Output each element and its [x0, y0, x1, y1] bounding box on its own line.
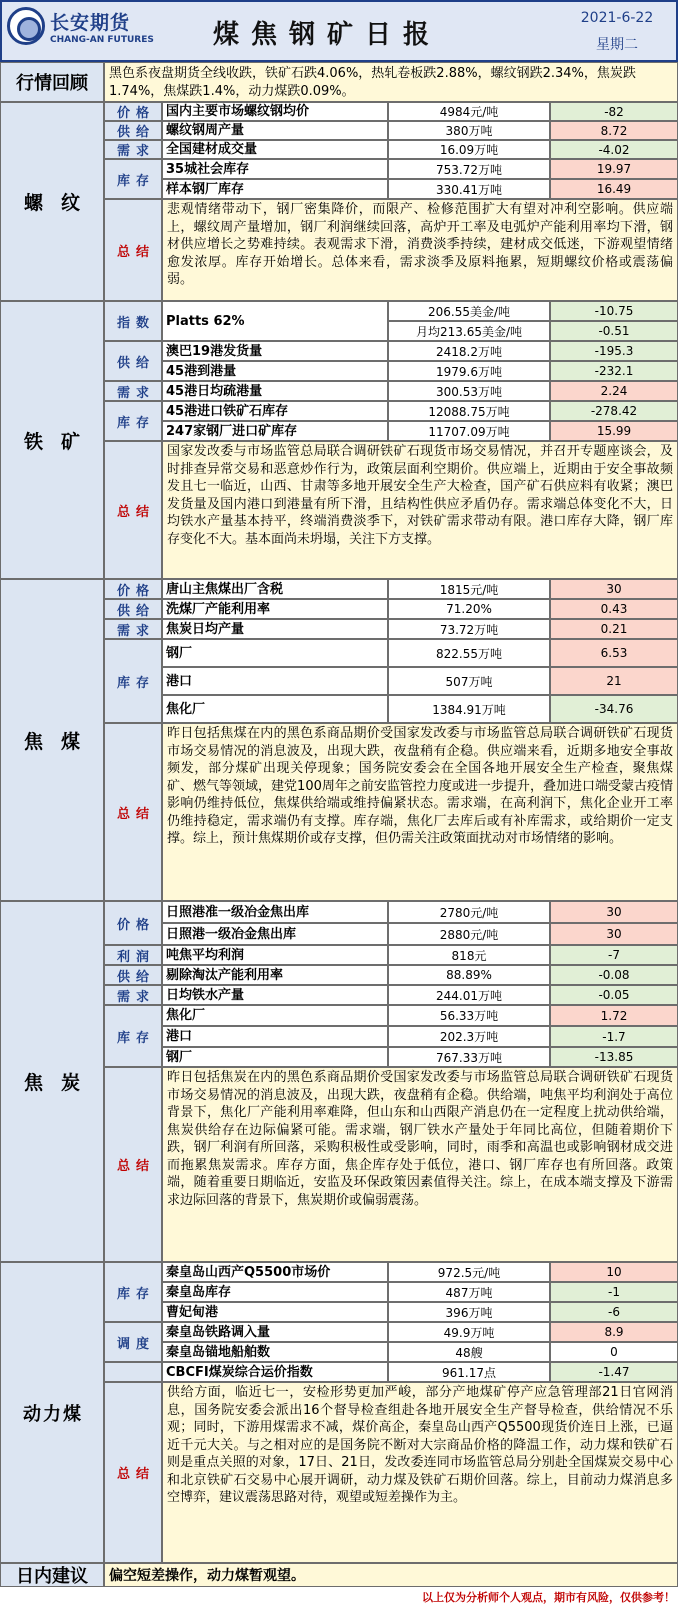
- coking-coal-row-change: 21: [550, 667, 678, 695]
- coke-row-item: 日均铁水产量: [162, 985, 388, 1005]
- rebar-row-change: 8.72: [550, 121, 678, 140]
- coking-coal-row-item: 洗煤厂产能利用率: [162, 599, 388, 619]
- coking-coal-summary-text: 昨日包括焦煤在内的黑色系商品期价受国家发改委与市场监管总局联合调研铁矿石现货市场交易情况的消息波及，出现大跌，夜盘稍有企稳。供应端来看，近期多地安全事故频发，部分煤矿出现关停现象；国务院安委会在全国各地开展安全生产检查，聚焦煤矿、燃气等领域，建党100周年之前安监管控力度或进一步提升，叠加进口端受蒙古疫情影响仍维持低位，焦煤供给端或维持偏紧状态。需求端，在高利润下，焦化企业开工率仍维持稳定，需求端仍有支撑。库存端，焦化厂去库后或有补库需求，或给期价一定支撑。综上，预计焦煤期价或存支撑，但仍需关注政策面扰动对市场情绪的影响。: [162, 723, 678, 901]
- coking-coal-row-change: 0.43: [550, 599, 678, 619]
- thermal-coal-row-change: 8.9: [550, 1322, 678, 1342]
- coke-row-value: 818元: [388, 945, 550, 965]
- coking-coal-demand-label: 需求: [104, 619, 162, 639]
- coke-row-change: -13.85: [550, 1047, 678, 1067]
- iron-ore-row-change: -232.1: [550, 361, 678, 381]
- coke-row-item: 吨焦平均利润: [162, 945, 388, 965]
- thermal-coal-row-value: 961.17点: [388, 1362, 550, 1382]
- coke-row-item: 焦化厂: [162, 1005, 388, 1026]
- rebar-supply-label: 供给: [104, 121, 162, 140]
- iron-ore-row-change: -278.42: [550, 401, 678, 421]
- thermal-coal-row-value: 396万吨: [388, 1302, 550, 1322]
- thermal-coal-row-item: 曹妃甸港: [162, 1302, 388, 1322]
- overview-label: 行情回顾: [0, 62, 104, 102]
- thermal-coal-index-blank: [104, 1362, 162, 1382]
- coke-row-value: 56.33万吨: [388, 1005, 550, 1026]
- rebar-row-change: 16.49: [550, 179, 678, 199]
- iron-ore-inventory-label: 库存: [104, 401, 162, 441]
- coke-row-value: 2880元/吨: [388, 923, 550, 945]
- company-name-en: CHANG-AN FUTURES: [50, 35, 154, 45]
- coke-price-label: 价格: [104, 901, 162, 945]
- coking-coal-row-item: 焦炭日均产量: [162, 619, 388, 639]
- rebar-row-item: 螺纹钢周产量: [162, 121, 388, 140]
- coking-coal-row-item: 钢厂: [162, 639, 388, 667]
- coke-row-change: -0.08: [550, 965, 678, 985]
- rebar-row-change: 19.97: [550, 159, 678, 179]
- rebar-price-label: 价格: [104, 102, 162, 121]
- company-name-cn: 长安期货: [50, 12, 131, 34]
- coke-demand-label: 需求: [104, 985, 162, 1005]
- coking-coal-row-value: 507万吨: [388, 667, 550, 695]
- rebar-row-change: -4.02: [550, 140, 678, 159]
- thermal-coal-row-change: -6: [550, 1302, 678, 1322]
- report-date: 2021-6-22: [580, 10, 654, 26]
- rebar-row-item: 样本钢厂库存: [162, 179, 388, 199]
- iron-ore-index-label: 指数: [104, 301, 162, 341]
- coking-coal-row-value: 1384.91万吨: [388, 695, 550, 723]
- coke-row-item: 港口: [162, 1026, 388, 1047]
- iron-ore-row-value: 11707.09万吨: [388, 421, 550, 441]
- thermal-coal-row-value: 49.9万吨: [388, 1322, 550, 1342]
- coke-row-item: 钢厂: [162, 1047, 388, 1067]
- coke-row-change: 1.72: [550, 1005, 678, 1026]
- rebar-row-item: 国内主要市场螺纹钢均价: [162, 102, 388, 121]
- coking-coal-inventory-label: 库存: [104, 639, 162, 723]
- coke-row-item: 日照港准一级冶金焦出库: [162, 901, 388, 923]
- iron-ore-row-change: 15.99: [550, 421, 678, 441]
- coke-row-value: 202.3万吨: [388, 1026, 550, 1047]
- coking-coal-row-value: 822.55万吨: [388, 639, 550, 667]
- rebar-row-item: 全国建材成交量: [162, 140, 388, 159]
- thermal-coal-row-value: 972.5元/吨: [388, 1262, 550, 1282]
- section-coke-title: 焦炭: [0, 901, 104, 1262]
- thermal-coal-row-item: 秦皇岛库存: [162, 1282, 388, 1302]
- coke-row-item: 日照港一级冶金焦出库: [162, 923, 388, 945]
- iron-ore-demand-label: 需求: [104, 381, 162, 401]
- advice-label: 日内建议: [0, 1563, 104, 1587]
- thermal-coal-summary-label: 总结: [104, 1382, 162, 1563]
- section-thermal-coal-title: 动力煤: [0, 1262, 104, 1563]
- iron-ore-row-change: -10.75: [550, 301, 678, 321]
- coking-coal-row-change: -34.76: [550, 695, 678, 723]
- rebar-demand-label: 需求: [104, 140, 162, 159]
- overview-text: 黑色系夜盘期货全线收跌，铁矿石跌4.06%，热轧卷板跌2.88%，螺纹钢跌2.34%，焦炭跌1.74%，焦煤跌1.4%，动力煤跌0.09%。: [104, 62, 678, 102]
- company-logo-icon: [7, 7, 45, 45]
- section-rebar-title: 螺纹: [0, 102, 104, 301]
- iron-ore-row-change: -0.51: [550, 321, 678, 341]
- thermal-coal-row-item: 秦皇岛铁路调入量: [162, 1322, 388, 1342]
- coke-row-change: -0.05: [550, 985, 678, 1005]
- coking-coal-price-label: 价格: [104, 579, 162, 599]
- thermal-coal-row-change: 10: [550, 1262, 678, 1282]
- iron-ore-row-value: 月均213.65美金/吨: [388, 321, 550, 341]
- rebar-row-value: 4984元/吨: [388, 102, 550, 121]
- coking-coal-row-item: 焦化厂: [162, 695, 388, 723]
- iron-ore-row-item: 45港进口铁矿石库存: [162, 401, 388, 421]
- rebar-row-item: 35城社会库存: [162, 159, 388, 179]
- rebar-inventory-label: 库存: [104, 159, 162, 199]
- coke-row-change: 30: [550, 901, 678, 923]
- iron-ore-row-item: 45港到港量: [162, 361, 388, 381]
- rebar-row-value: 380万吨: [388, 121, 550, 140]
- iron-ore-row-item: 247家钢厂进口矿库存: [162, 421, 388, 441]
- rebar-row-value: 753.72万吨: [388, 159, 550, 179]
- thermal-coal-row-change: -1: [550, 1282, 678, 1302]
- thermal-coal-summary-text: 供给方面，临近七一，安检形势更加严峻，部分产地煤矿停产应急管理部21日官网消息，国务院安委会派出16个督导检查组赴各地开展安全生产督导检查，供给情况不乐观；同时，下游用煤需求不减，煤价高企，秦皇岛山西产Q5500现货价连日上涨，已逼近千元大关。与之相对应的是国务院不断对大宗商品价格的降温工作，动力煤和铁矿石则是重点关照的对象，17日、21日，发改委连同市场监管总局分别赴全国煤炭交易中心和北京铁矿石交易中心展开调研，动力煤及铁矿石期价回落。综上，目前动力煤消息多空博弈，建议震荡思路对待，观望或短差操作为主。: [162, 1382, 678, 1563]
- coke-row-change: -7: [550, 945, 678, 965]
- coking-coal-row-change: 6.53: [550, 639, 678, 667]
- iron-ore-row-item: 45港日均疏港量: [162, 381, 388, 401]
- coking-coal-row-item: 唐山主焦煤出厂含税: [162, 579, 388, 599]
- report-weekday: 星期二: [596, 37, 638, 53]
- coke-summary-text: 昨日包括焦炭在内的黑色系商品期价受国家发改委与市场监管总局联合调研铁矿石现货市场交易情况的消息波及，出现大跌，夜盘稍有企稳。供给端，吨焦平均利润处于高位背景下，焦化厂产能利用率难降，但山东和山西限产消息仍在一定程度上扰动供给端，焦炭供给存在边际偏紧可能。需求端，钢厂铁水产量处于年同比高位，但随着期价下跌，钢厂利润有所回落，采购积极性或受影响，同时，雨季和高温也或影响钢材成交进而拖累焦炭需求。库存方面，焦企库存处于低位，港口、钢厂库存也有所回落。政策端，随着重要日期临近，安监及环保政策因素值得关注。综上，在成本端支撑及下游需求边际回落的背景下，焦炭期价或偏弱震荡。: [162, 1067, 678, 1262]
- thermal-coal-row-value: 48艘: [388, 1342, 550, 1362]
- iron-ore-row-value: 300.53万吨: [388, 381, 550, 401]
- rebar-row-change: -82: [550, 102, 678, 121]
- coke-row-item: 剔除淘汰产能利用率: [162, 965, 388, 985]
- iron-ore-row-value: 2418.2万吨: [388, 341, 550, 361]
- thermal-coal-dispatch-label: 调度: [104, 1322, 162, 1362]
- iron-ore-row-change: -195.3: [550, 341, 678, 361]
- coke-row-change: -1.7: [550, 1026, 678, 1047]
- coking-coal-summary-label: 总结: [104, 723, 162, 901]
- coking-coal-row-value: 71.20%: [388, 599, 550, 619]
- section-coking-coal-title: 焦煤: [0, 579, 104, 901]
- iron-ore-row-item: Platts 62%: [162, 301, 388, 341]
- disclaimer: 以上仅为分析师个人观点，期市有风险，仅供参考！: [422, 1591, 675, 1604]
- rebar-summary-text: 悲观情绪带动下，钢厂密集降价，而限产、检修范围扩大有望对冲利空影响。供应端上，螺纹周产量增加，钢厂利润继续回落，高炉开工率及电弧炉产能利用率均下滑，钢材供应增长之势难持续。表观需求下滑，消费淡季持续，建材成交低迷，下游观望情绪愈发浓厚。库存开始增长。总体来看，需求淡季及原料拖累，短期螺纹价格或震荡偏弱。: [162, 199, 678, 301]
- iron-ore-summary-text: 国家发改委与市场监管总局联合调研铁矿石现货市场交易情况，并召开专题座谈会，及时排查异常交易和恶意炒作行为，政策层面利空期价。供应端上，近期由于安全事故频发且七一临近，山西、甘肃等多地开展安全生产大检查，国产矿石供应料有收紧；澳巴发货量及国内港口到港量有所下滑，且结构性供应矛盾仍存。需求端总体变化不大，日均铁水产量基本持平，终端消费淡季下，对铁矿需求带动有限。港口库存大降，钢厂库存变化不大。基本面尚未坍塌，关注下方支撑。: [162, 441, 678, 579]
- iron-ore-row-value: 1979.6万吨: [388, 361, 550, 381]
- coke-summary-label: 总结: [104, 1067, 162, 1262]
- rebar-row-value: 16.09万吨: [388, 140, 550, 159]
- coking-coal-row-value: 1815元/吨: [388, 579, 550, 599]
- thermal-coal-inventory-label: 库存: [104, 1262, 162, 1322]
- iron-ore-row-item: 澳巴19港发货量: [162, 341, 388, 361]
- thermal-coal-row-change: -1.47: [550, 1362, 678, 1382]
- thermal-coal-row-item: 秦皇岛山西产Q5500市场价: [162, 1262, 388, 1282]
- thermal-coal-row-value: 487万吨: [388, 1282, 550, 1302]
- coke-supply-label: 供给: [104, 965, 162, 985]
- iron-ore-row-value: 12088.75万吨: [388, 401, 550, 421]
- report-title: 煤焦钢矿日报: [212, 20, 441, 50]
- iron-ore-row-value: 206.55美金/吨: [388, 301, 550, 321]
- coking-coal-row-value: 73.72万吨: [388, 619, 550, 639]
- coke-row-value: 767.33万吨: [388, 1047, 550, 1067]
- advice-text: 偏空短差操作，动力煤暂观望。: [104, 1563, 678, 1587]
- coking-coal-supply-label: 供给: [104, 599, 162, 619]
- iron-ore-row-change: 2.24: [550, 381, 678, 401]
- thermal-coal-row-item: 秦皇岛锚地船舶数: [162, 1342, 388, 1362]
- coking-coal-row-change: 30: [550, 579, 678, 599]
- coke-inventory-label: 库存: [104, 1005, 162, 1067]
- coking-coal-row-item: 港口: [162, 667, 388, 695]
- coke-row-value: 88.89%: [388, 965, 550, 985]
- coke-row-value: 2780元/吨: [388, 901, 550, 923]
- thermal-coal-row-change: 0: [550, 1342, 678, 1362]
- coking-coal-row-change: 0.21: [550, 619, 678, 639]
- iron-ore-summary-label: 总结: [104, 441, 162, 579]
- report-header: [0, 0, 678, 62]
- rebar-row-value: 330.41万吨: [388, 179, 550, 199]
- iron-ore-supply-label: 供给: [104, 341, 162, 381]
- coke-row-value: 244.01万吨: [388, 985, 550, 1005]
- coke-profit-label: 利润: [104, 945, 162, 965]
- section-iron-ore-title: 铁矿: [0, 301, 104, 579]
- rebar-summary-label: 总结: [104, 199, 162, 301]
- thermal-coal-row-item: CBCFI煤炭综合运价指数: [162, 1362, 388, 1382]
- coke-row-change: 30: [550, 923, 678, 945]
